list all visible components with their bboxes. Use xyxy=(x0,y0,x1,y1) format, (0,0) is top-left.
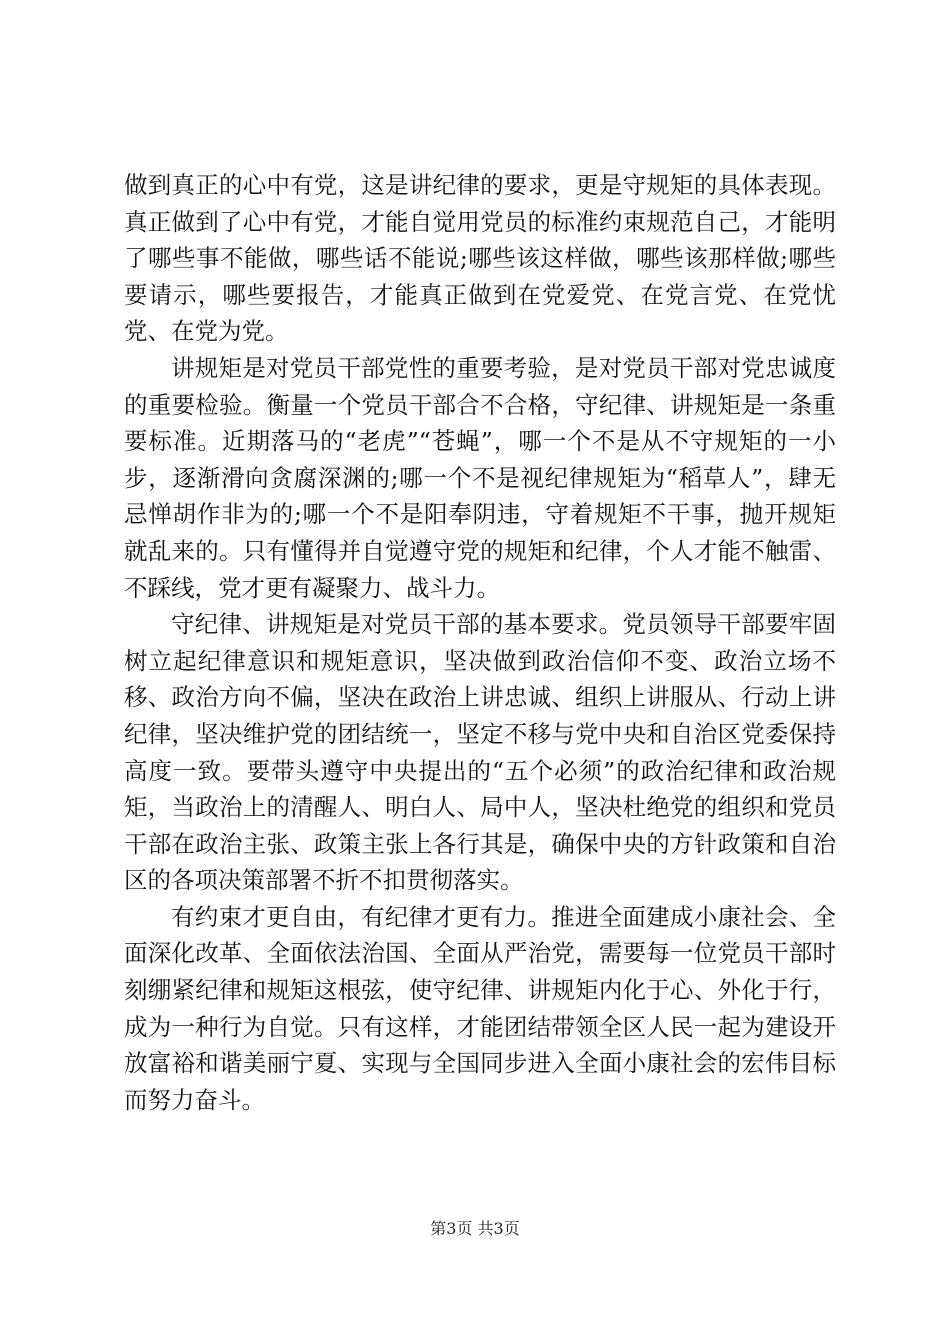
document-body xyxy=(124,167,836,1118)
paragraph-2: 讲规矩是对党员干部党性的重要考验，是对党员干部对党忠诚度的重要检验。衡量一个党员干部合不合格，守纪律、讲规矩是一条重要标准。近期落马的“老虎”“苍蝇”，哪一个不是从不守规矩的一小步，逐渐滑向贪腐深渊的;哪一个不是视纪律规矩为“稻草人”，肆无忌惮胡作非为的;哪一个不是阳奉阴违，守着规矩不干事，抛开规矩就乱来的。只有懂得并自觉遵守党的规矩和纪律，个人才能不触雷、不踩线，党才更有凝聚力、战斗力。 xyxy=(124,353,836,602)
paragraph-3: 守纪律、讲规矩是对党员干部的基本要求。党员领导干部要牢固树立起纪律意识和规矩意识，坚决做到政治信仰不变、政治立场不移、政治方向不偏，坚决在政治上讲忠诚、组织上讲服从、行动上讲纪律，坚决维护党的团结统一，坚定不移与党中央和自治区党委保持高度一致。要带头遵守中央提出的“五个必须”的政治纪律和政治规矩，当政治上的清醒人、明白人、局中人，坚决杜绝党的组织和党员干部在政治主张、政策主张上各行其是，确保中央的方针政策和自治区的各项决策部署不折不扣贯彻落实。 xyxy=(124,610,836,895)
page-footer: 第3页 共3页 xyxy=(430,1219,520,1238)
paragraph-1: 做到真正的心中有党，这是讲纪律的要求，更是守规矩的具体表现。真正做到了心中有党，才能自觉用党员的标准约束规范自己，才能明了哪些事不能做，哪些话不能说;哪些该这样做，哪些该那样做;哪些要请示，哪些要报告，才能真正做到在党爱党、在党言党、在党忧党、在党为党。 xyxy=(124,171,836,346)
paragraph-4: 有约束才更自由，有纪律才更有力。推进全面建成小康社会、全面深化改革、全面依法治国、全面从严治党，需要每一位党员干部时刻绷紧纪律和规矩这根弦，使守纪律、讲规矩内化于心、外化于行，成为一种行为自觉。只有这样，才能团结带领全区人民一起为建设开放富裕和谐美丽宁夏、实现与全国同步进入全面小康社会的宏伟目标而努力奋斗。 xyxy=(124,902,836,1114)
